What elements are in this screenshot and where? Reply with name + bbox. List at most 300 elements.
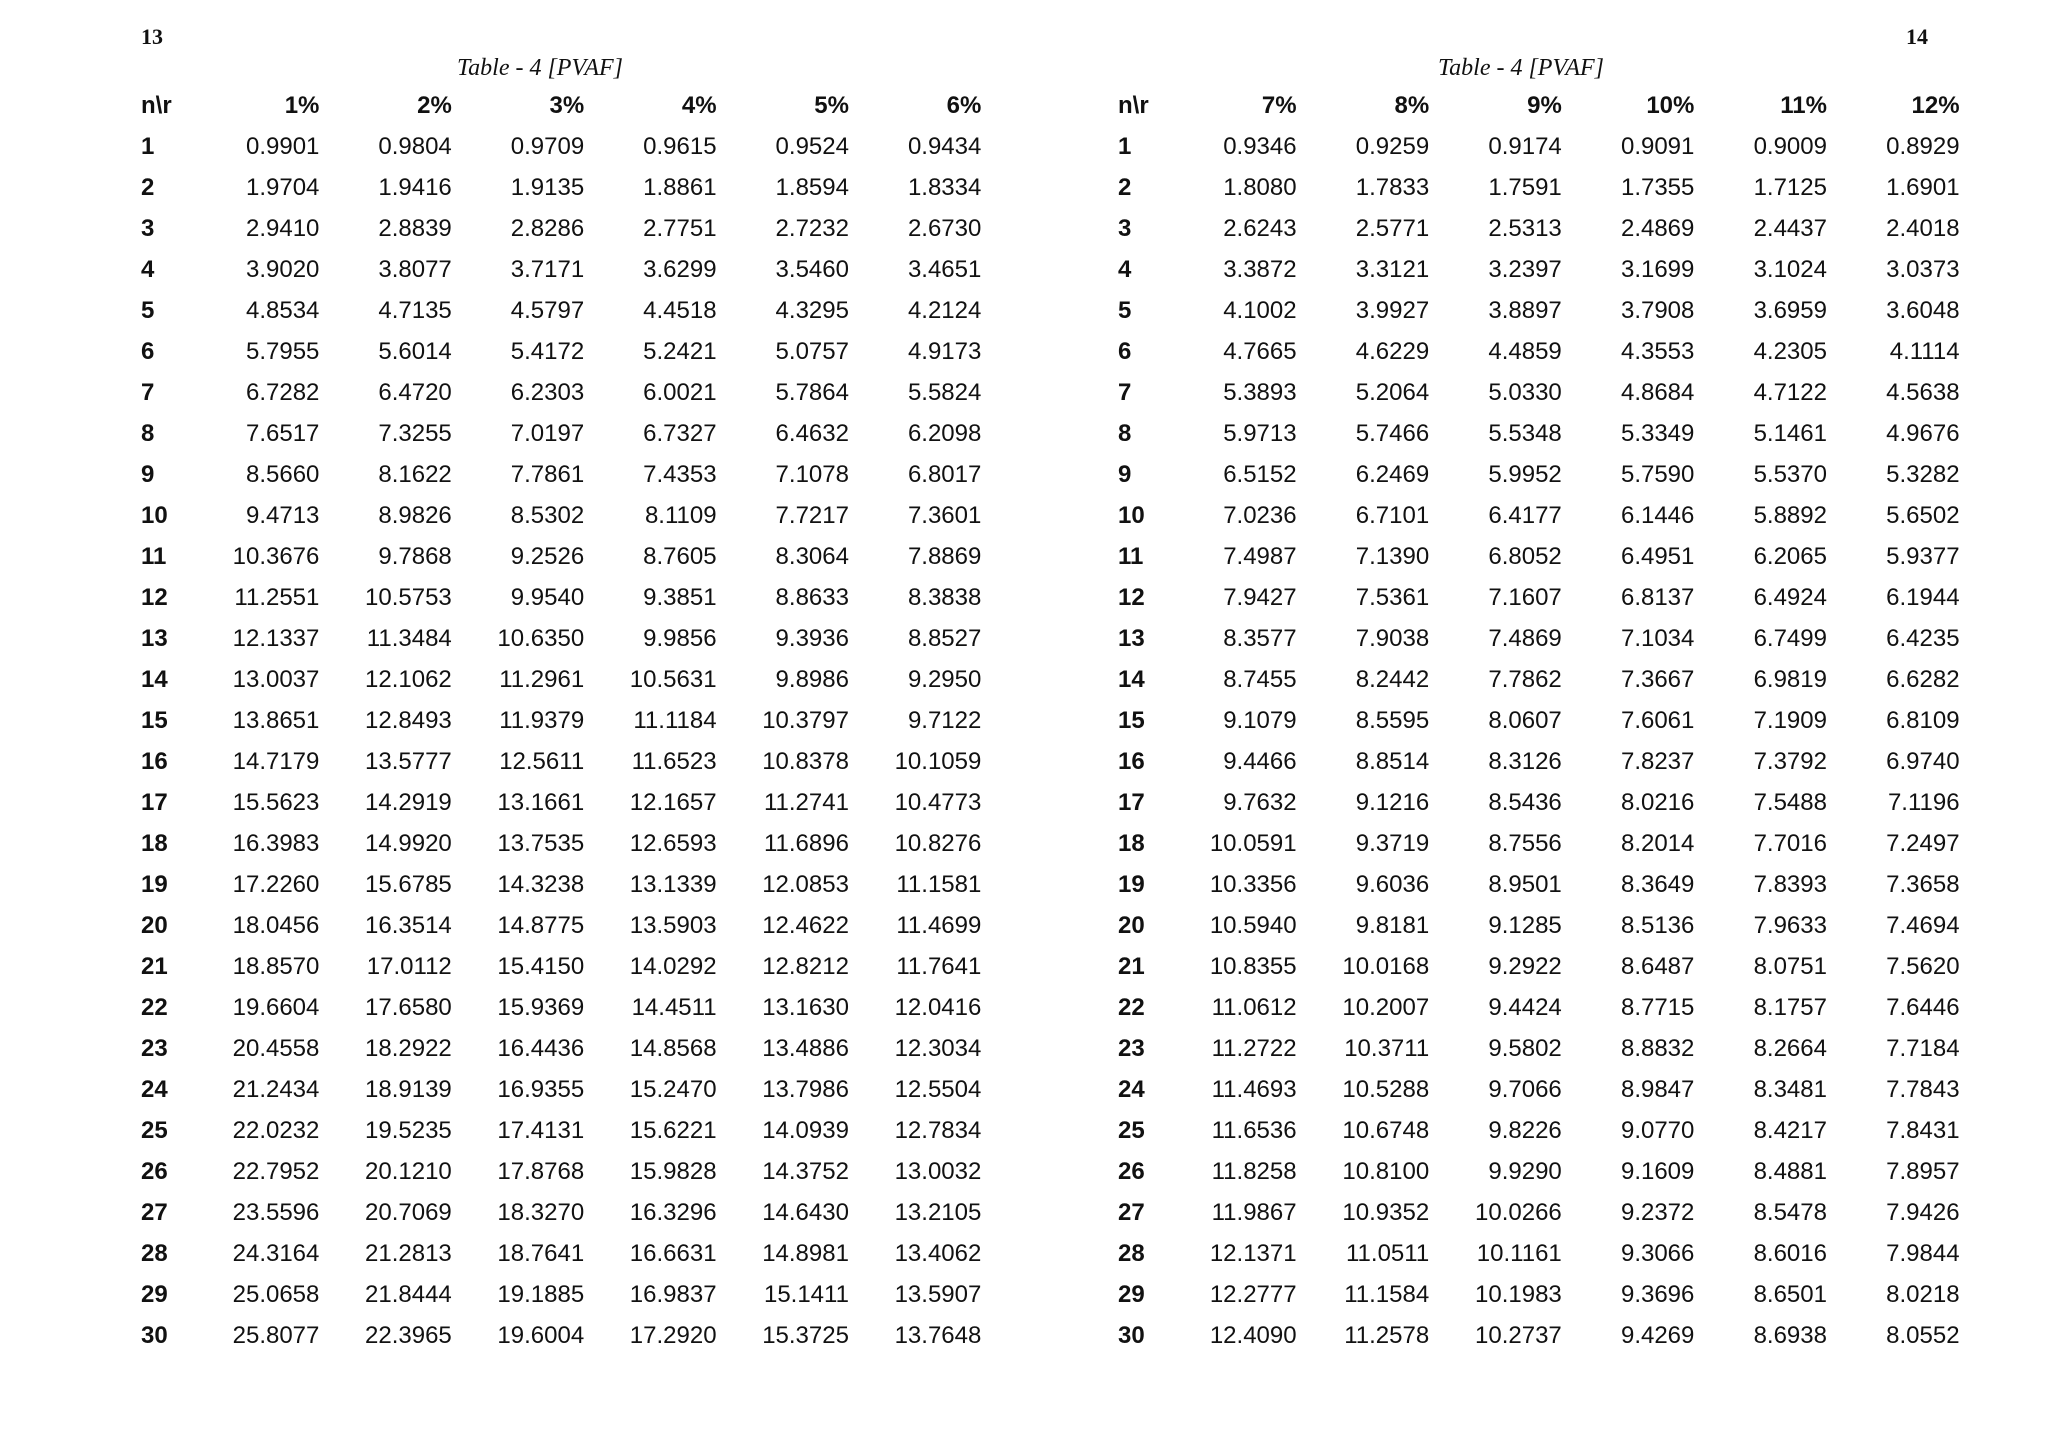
- factor-cell: 14.3752: [762, 1158, 849, 1185]
- period-cell: 22: [141, 994, 168, 1021]
- factor-cell: 5.5824: [907, 379, 982, 406]
- factor-cell: 8.1109: [644, 502, 717, 529]
- table-row: [1118, 249, 1960, 290]
- factor-cell: 9.3936: [775, 625, 849, 652]
- table-row: [141, 905, 981, 946]
- factor-cell: 6.8052: [1488, 543, 1562, 570]
- factor-cell: 7.1909: [1753, 707, 1827, 734]
- factor-cell: 1.9135: [510, 174, 585, 201]
- factor-cell: 18.8570: [232, 953, 320, 980]
- factor-cell: 8.7556: [1488, 830, 1562, 857]
- factor-cell: 11.2741: [763, 789, 849, 816]
- factor-cell: 2.5313: [1488, 215, 1562, 242]
- period-cell: 30: [1118, 1322, 1145, 1349]
- factor-cell: 9.8226: [1488, 1117, 1562, 1144]
- factor-cell: 5.3893: [1223, 379, 1297, 406]
- factor-cell: 8.1757: [1753, 994, 1827, 1021]
- factor-cell: 6.2469: [1355, 461, 1430, 488]
- factor-cell: 3.8077: [378, 256, 452, 283]
- factor-cell: 10.5940: [1209, 912, 1297, 939]
- factor-cell: 0.9804: [378, 133, 452, 160]
- period-cell: 27: [141, 1199, 168, 1226]
- table-row: [1118, 290, 1960, 331]
- factor-cell: 11.0612: [1211, 994, 1297, 1021]
- factor-cell: 11.1581: [896, 871, 982, 898]
- table-row: [141, 1069, 981, 1110]
- factor-cell: 5.9377: [1886, 543, 1960, 570]
- table-row: [1118, 577, 1960, 618]
- header-row: [141, 85, 981, 126]
- factor-cell: 8.0607: [1488, 707, 1562, 734]
- factor-cell: 8.3649: [1620, 871, 1695, 898]
- factor-cell: 5.7955: [245, 338, 320, 365]
- table-row: [141, 1315, 981, 1356]
- factor-cell: 8.3481: [1753, 1076, 1827, 1103]
- factor-cell: 11.3484: [366, 625, 452, 652]
- period-cell: 25: [1118, 1117, 1145, 1144]
- factor-cell: 8.2442: [1355, 666, 1430, 693]
- factor-cell: 9.0770: [1620, 1117, 1695, 1144]
- factor-cell: 7.4353: [643, 461, 717, 488]
- factor-cell: 7.8431: [1886, 1117, 1960, 1144]
- factor-cell: 7.8393: [1753, 871, 1827, 898]
- rate-header: 2%: [417, 92, 452, 119]
- factor-cell: 0.9615: [643, 133, 717, 160]
- table-row: [1118, 454, 1960, 495]
- table-row: [141, 126, 981, 167]
- factor-cell: 12.1371: [1209, 1240, 1297, 1267]
- factor-cell: 14.8568: [629, 1035, 717, 1062]
- factor-cell: 2.4869: [1620, 215, 1695, 242]
- period-cell: 15: [1118, 707, 1145, 734]
- factor-cell: 2.8286: [510, 215, 585, 242]
- factor-cell: 2.5771: [1355, 215, 1430, 242]
- factor-cell: 12.6593: [629, 830, 717, 857]
- factor-cell: 7.4869: [1488, 625, 1562, 652]
- factor-cell: 5.0757: [775, 338, 849, 365]
- pvaf-table-right-panel: [1118, 52, 1960, 1356]
- factor-cell: 10.0591: [1209, 830, 1297, 857]
- period-cell: 22: [1118, 994, 1145, 1021]
- factor-cell: 3.6048: [1886, 297, 1960, 324]
- factor-cell: 6.4924: [1753, 584, 1827, 611]
- factor-cell: 22.0232: [232, 1117, 320, 1144]
- factor-cell: 10.5288: [1342, 1076, 1430, 1103]
- factor-cell: 6.2098: [907, 420, 982, 447]
- factor-cell: 17.2920: [629, 1322, 717, 1349]
- factor-cell: 8.3126: [1488, 748, 1562, 775]
- period-cell: 24: [141, 1076, 168, 1103]
- factor-cell: 3.7171: [510, 256, 585, 283]
- factor-cell: 10.1983: [1475, 1281, 1562, 1308]
- factor-cell: 10.1161: [1476, 1240, 1562, 1267]
- factor-cell: 5.8892: [1753, 502, 1827, 529]
- period-cell: 1: [1118, 133, 1132, 160]
- factor-cell: 7.5361: [1355, 584, 1430, 611]
- factor-cell: 11.2551: [234, 584, 320, 611]
- table-row: [141, 946, 981, 987]
- factor-cell: 7.5620: [1886, 953, 1960, 980]
- table-row: [141, 208, 981, 249]
- factor-cell: 9.9290: [1488, 1158, 1562, 1185]
- factor-cell: 0.8929: [1886, 133, 1960, 160]
- factor-cell: 8.0218: [1886, 1281, 1960, 1308]
- factor-cell: 7.1078: [775, 461, 849, 488]
- factor-cell: 4.1002: [1223, 297, 1297, 324]
- factor-cell: 11.6523: [631, 748, 717, 775]
- factor-cell: 16.6631: [629, 1240, 717, 1267]
- factor-cell: 17.2260: [232, 871, 320, 898]
- table-row: [1118, 823, 1960, 864]
- table-row: [1118, 1028, 1960, 1069]
- rate-header: 3%: [549, 92, 585, 119]
- factor-cell: 1.7355: [1620, 174, 1695, 201]
- period-cell: 26: [1118, 1158, 1145, 1185]
- factor-cell: 7.4987: [1223, 543, 1297, 570]
- period-cell: 9: [1118, 461, 1132, 488]
- pvaf-table-left-panel: [141, 52, 981, 1356]
- factor-cell: 20.1210: [365, 1158, 452, 1185]
- factor-cell: 14.8775: [497, 912, 585, 939]
- factor-cell: 10.3676: [232, 543, 320, 570]
- factor-cell: 8.6938: [1753, 1322, 1827, 1349]
- period-cell: 2: [141, 174, 155, 201]
- period-cell: 18: [1118, 830, 1145, 857]
- factor-cell: 21.2813: [365, 1240, 452, 1267]
- factor-cell: 9.7066: [1488, 1076, 1562, 1103]
- factor-cell: 6.2303: [510, 379, 585, 406]
- period-cell: 11: [141, 543, 167, 570]
- factor-cell: 13.7648: [894, 1322, 982, 1349]
- factor-cell: 7.8869: [907, 543, 982, 570]
- factor-cell: 7.9426: [1886, 1199, 1960, 1226]
- factor-cell: 7.1196: [1887, 789, 1960, 816]
- factor-cell: 1.7591: [1488, 174, 1562, 201]
- period-cell: 4: [1118, 256, 1132, 283]
- period-cell: 26: [141, 1158, 168, 1185]
- factor-cell: 17.8768: [497, 1158, 585, 1185]
- table-caption-right: Table - 4 [PVAF]: [1438, 55, 1604, 81]
- factor-cell: 13.0037: [232, 666, 320, 693]
- factor-cell: 22.3965: [365, 1322, 452, 1349]
- factor-cell: 0.9009: [1753, 133, 1827, 160]
- period-cell: 7: [1118, 379, 1132, 406]
- factor-cell: 12.8493: [365, 707, 452, 734]
- factor-cell: 8.1622: [378, 461, 452, 488]
- factor-cell: 15.1411: [763, 1281, 849, 1308]
- factor-cell: 15.6785: [365, 871, 452, 898]
- factor-cell: 1.7833: [1355, 174, 1430, 201]
- factor-cell: 9.1285: [1488, 912, 1562, 939]
- factor-cell: 11.2578: [1344, 1322, 1430, 1349]
- period-cell: 20: [1118, 912, 1145, 939]
- factor-cell: 7.9038: [1355, 625, 1430, 652]
- factor-cell: 12.0853: [762, 871, 849, 898]
- factor-cell: 13.1661: [497, 789, 585, 816]
- factor-cell: 22.7952: [232, 1158, 320, 1185]
- factor-cell: 6.8017: [907, 461, 982, 488]
- factor-cell: 12.3034: [894, 1035, 982, 1062]
- factor-cell: 14.0292: [629, 953, 717, 980]
- factor-cell: 0.9346: [1223, 133, 1297, 160]
- header-row: [1118, 85, 1960, 126]
- factor-cell: 12.5611: [499, 748, 585, 775]
- period-cell: 28: [1118, 1240, 1145, 1267]
- rate-header: 6%: [946, 92, 982, 119]
- period-cell: 29: [141, 1281, 168, 1308]
- table-row: [1118, 495, 1960, 536]
- factor-cell: 3.1024: [1753, 256, 1827, 283]
- factor-cell: 6.7499: [1753, 625, 1827, 652]
- factor-cell: 7.3601: [907, 502, 982, 529]
- factor-cell: 12.1337: [232, 625, 320, 652]
- factor-cell: 19.5235: [365, 1117, 452, 1144]
- factor-cell: 9.1216: [1355, 789, 1430, 816]
- factor-cell: 21.8444: [365, 1281, 452, 1308]
- factor-cell: 12.2777: [1209, 1281, 1297, 1308]
- factor-cell: 2.8839: [378, 215, 452, 242]
- period-cell: 28: [141, 1240, 168, 1267]
- factor-cell: 6.4632: [775, 420, 849, 447]
- factor-cell: 5.3282: [1886, 461, 1960, 488]
- period-cell: 9: [141, 461, 155, 488]
- factor-cell: 7.0197: [510, 420, 585, 447]
- period-cell: 2: [1118, 174, 1132, 201]
- factor-cell: 7.7217: [775, 502, 849, 529]
- table-row: [1118, 618, 1960, 659]
- factor-cell: 10.8276: [894, 830, 982, 857]
- period-cell: 12: [141, 584, 168, 611]
- factor-cell: 5.5370: [1753, 461, 1827, 488]
- table-row: [1118, 905, 1960, 946]
- factor-cell: 9.7868: [378, 543, 452, 570]
- period-cell: 23: [1118, 1035, 1145, 1062]
- factor-cell: 6.7101: [1355, 502, 1430, 529]
- factor-cell: 7.6446: [1886, 994, 1960, 1021]
- factor-cell: 5.0330: [1488, 379, 1562, 406]
- rate-header: 7%: [1261, 92, 1297, 119]
- factor-cell: 3.4651: [907, 256, 982, 283]
- factor-cell: 2.6730: [907, 215, 982, 242]
- factor-cell: 8.8832: [1620, 1035, 1695, 1062]
- factor-cell: 4.6229: [1355, 338, 1430, 365]
- table-row: [1118, 700, 1960, 741]
- table-row: [141, 659, 981, 700]
- factor-cell: 15.4150: [497, 953, 585, 980]
- factor-cell: 0.9524: [775, 133, 849, 160]
- factor-cell: 6.8109: [1886, 707, 1960, 734]
- factor-cell: 6.8137: [1620, 584, 1695, 611]
- factor-cell: 5.6502: [1886, 502, 1960, 529]
- period-cell: 20: [141, 912, 168, 939]
- factor-cell: 2.6243: [1223, 215, 1297, 242]
- period-cell: 11: [1118, 543, 1144, 570]
- factor-cell: 11.2722: [1211, 1035, 1297, 1062]
- factor-cell: 3.3872: [1223, 256, 1297, 283]
- factor-cell: 4.8534: [245, 297, 320, 324]
- factor-cell: 13.5903: [629, 912, 717, 939]
- rate-header: 8%: [1394, 92, 1430, 119]
- factor-cell: 4.4518: [643, 297, 717, 324]
- factor-cell: 6.4177: [1488, 502, 1562, 529]
- table-row: [1118, 987, 1960, 1028]
- factor-cell: 7.9633: [1753, 912, 1827, 939]
- factor-cell: 9.4424: [1488, 994, 1562, 1021]
- factor-cell: 7.5488: [1753, 789, 1827, 816]
- factor-cell: 10.0266: [1475, 1199, 1562, 1226]
- factor-cell: 19.6004: [497, 1322, 585, 1349]
- factor-cell: 9.1079: [1223, 707, 1297, 734]
- corner-header: n\r: [1118, 92, 1149, 119]
- factor-cell: 8.2014: [1620, 830, 1695, 857]
- factor-cell: 11.8258: [1211, 1158, 1297, 1185]
- factor-cell: 16.9355: [497, 1076, 585, 1103]
- factor-cell: 18.2922: [365, 1035, 452, 1062]
- factor-cell: 3.6959: [1753, 297, 1827, 324]
- factor-cell: 15.6221: [629, 1117, 717, 1144]
- period-cell: 19: [1118, 871, 1145, 898]
- factor-cell: 10.6350: [497, 625, 585, 652]
- factor-cell: 11.7641: [896, 953, 982, 980]
- factor-cell: 19.6604: [232, 994, 320, 1021]
- factor-cell: 7.3667: [1620, 666, 1695, 693]
- period-cell: 17: [1118, 789, 1145, 816]
- table-row: [141, 864, 981, 905]
- factor-cell: 5.9713: [1223, 420, 1297, 447]
- factor-cell: 15.2470: [629, 1076, 717, 1103]
- factor-cell: 16.9837: [629, 1281, 717, 1308]
- factor-cell: 8.9847: [1620, 1076, 1695, 1103]
- factor-cell: 8.5436: [1488, 789, 1562, 816]
- factor-cell: 8.6501: [1753, 1281, 1827, 1308]
- factor-cell: 9.9856: [643, 625, 717, 652]
- factor-cell: 3.2397: [1488, 256, 1562, 283]
- factor-cell: 13.5777: [365, 748, 452, 775]
- factor-cell: 6.7327: [643, 420, 717, 447]
- factor-cell: 8.4881: [1753, 1158, 1827, 1185]
- period-cell: 4: [141, 256, 155, 283]
- factor-cell: 16.3296: [629, 1199, 717, 1226]
- factor-cell: 8.8633: [775, 584, 849, 611]
- factor-cell: 9.8986: [775, 666, 849, 693]
- factor-cell: 10.2737: [1475, 1322, 1562, 1349]
- period-cell: 13: [141, 625, 168, 652]
- factor-cell: 10.6748: [1342, 1117, 1430, 1144]
- factor-cell: 10.4773: [894, 789, 982, 816]
- factor-cell: 3.1699: [1620, 256, 1695, 283]
- factor-cell: 3.5460: [775, 256, 849, 283]
- period-cell: 12: [1118, 584, 1145, 611]
- factor-cell: 5.2064: [1355, 379, 1430, 406]
- factor-cell: 20.7069: [365, 1199, 452, 1226]
- factor-cell: 10.2007: [1342, 994, 1430, 1021]
- factor-cell: 4.5797: [510, 297, 585, 324]
- table-row: [141, 372, 981, 413]
- factor-cell: 8.7605: [643, 543, 717, 570]
- factor-cell: 14.4511: [631, 994, 717, 1021]
- factor-cell: 9.4466: [1223, 748, 1297, 775]
- factor-cell: 6.6282: [1886, 666, 1960, 693]
- period-cell: 14: [1118, 666, 1145, 693]
- factor-cell: 6.2065: [1753, 543, 1827, 570]
- table-row: [1118, 946, 1960, 987]
- table-row: [141, 1110, 981, 1151]
- factor-cell: 5.5348: [1488, 420, 1562, 447]
- factor-cell: 5.6014: [378, 338, 452, 365]
- pvaf-table-right: [1118, 85, 1960, 1356]
- factor-cell: 15.9369: [497, 994, 585, 1021]
- factor-cell: 7.7843: [1886, 1076, 1960, 1103]
- factor-cell: 4.9676: [1886, 420, 1960, 447]
- table-row: [141, 249, 981, 290]
- factor-cell: 2.7751: [643, 215, 717, 242]
- factor-cell: 12.4622: [762, 912, 849, 939]
- factor-cell: 4.8684: [1620, 379, 1695, 406]
- table-row: [141, 700, 981, 741]
- factor-cell: 13.4886: [762, 1035, 849, 1062]
- factor-cell: 7.1034: [1620, 625, 1695, 652]
- factor-cell: 10.8378: [762, 748, 849, 775]
- table-row: [141, 454, 981, 495]
- rate-header: 9%: [1527, 92, 1562, 119]
- factor-cell: 0.9091: [1620, 133, 1695, 160]
- table-row: [1118, 1069, 1960, 1110]
- factor-cell: 12.5504: [894, 1076, 982, 1103]
- factor-cell: 9.1609: [1620, 1158, 1695, 1185]
- rate-header: 11%: [1780, 92, 1827, 119]
- period-cell: 21: [141, 953, 168, 980]
- factor-cell: 8.0216: [1620, 789, 1695, 816]
- table-row: [141, 413, 981, 454]
- factor-cell: 9.7122: [907, 707, 982, 734]
- factor-cell: 7.6517: [245, 420, 320, 447]
- factor-cell: 7.8957: [1886, 1158, 1960, 1185]
- factor-cell: 1.8080: [1223, 174, 1297, 201]
- table-row: [1118, 167, 1960, 208]
- factor-cell: 8.2664: [1753, 1035, 1827, 1062]
- period-cell: 1: [141, 133, 155, 160]
- factor-cell: 13.7986: [762, 1076, 849, 1103]
- factor-cell: 6.4235: [1886, 625, 1960, 652]
- factor-cell: 6.4720: [378, 379, 452, 406]
- factor-cell: 18.9139: [365, 1076, 452, 1103]
- factor-cell: 8.0552: [1886, 1322, 1960, 1349]
- factor-cell: 8.6487: [1620, 953, 1695, 980]
- table-row: [1118, 1315, 1960, 1356]
- factor-cell: 7.7184: [1886, 1035, 1960, 1062]
- factor-cell: 5.9952: [1488, 461, 1562, 488]
- period-cell: 15: [141, 707, 168, 734]
- factor-cell: 9.6036: [1355, 871, 1430, 898]
- period-cell: 23: [141, 1035, 168, 1062]
- page-number-left: 13: [141, 24, 163, 49]
- table-row: [141, 987, 981, 1028]
- table-row: [141, 290, 981, 331]
- factor-cell: 17.4131: [497, 1117, 585, 1144]
- factor-cell: 19.1885: [497, 1281, 585, 1308]
- table-row: [141, 741, 981, 782]
- factor-cell: 9.2922: [1488, 953, 1562, 980]
- factor-cell: 7.4694: [1886, 912, 1960, 939]
- factor-cell: 4.3295: [775, 297, 849, 324]
- period-cell: 10: [1118, 502, 1145, 529]
- factor-cell: 7.1390: [1355, 543, 1430, 570]
- table-row: [141, 1192, 981, 1233]
- factor-cell: 10.9352: [1342, 1199, 1430, 1226]
- factor-cell: 0.9901: [245, 133, 320, 160]
- factor-cell: 12.0416: [894, 994, 982, 1021]
- factor-cell: 9.2372: [1620, 1199, 1695, 1226]
